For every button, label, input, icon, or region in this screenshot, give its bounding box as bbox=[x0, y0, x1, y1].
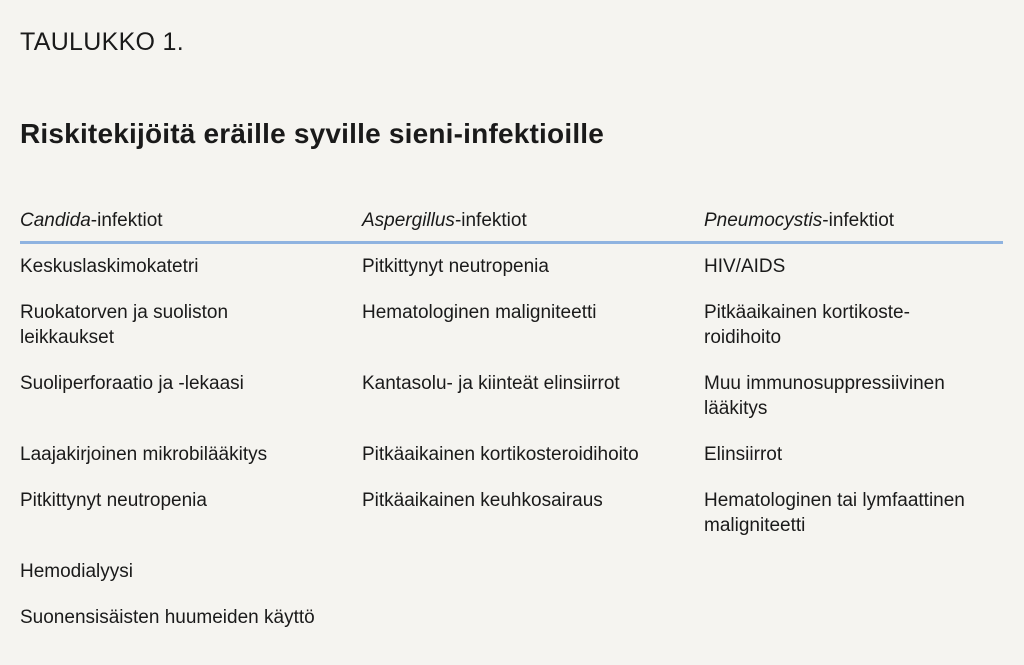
table-cell: Suoliperforaatio ja -lekaasi bbox=[20, 373, 244, 394]
column-pneumocystis bbox=[704, 254, 1004, 559]
table-cell: Pitkäaikainen kortikosteroidihoito bbox=[362, 444, 639, 465]
table-title: Riskitekijöitä eräille syville sieni-infektioille bbox=[20, 118, 605, 149]
column-candida bbox=[20, 254, 320, 651]
risk-factor-table bbox=[20, 208, 1003, 628]
table-cell: Pitkittynyt neutropenia bbox=[20, 490, 207, 511]
table-cell: Muu immunosuppressiivinen lääkitys bbox=[704, 373, 945, 419]
column-header-pneumocystis: Pneumocystis-infektiot bbox=[704, 210, 895, 231]
table-cell: Kantasolu- ja kiinteät elinsiirrot bbox=[362, 373, 620, 394]
table-header bbox=[20, 208, 1003, 244]
column-header-aspergillus: Aspergillus-infektiot bbox=[362, 210, 527, 231]
table-cell: Elinsiirrot bbox=[704, 444, 783, 465]
table-cell: Pitkäaikainen keuhkosairaus bbox=[362, 490, 603, 511]
table-cell: Hematologinen maligniteetti bbox=[362, 302, 597, 323]
table-cell: Pitkittynyt neutropenia bbox=[362, 256, 549, 277]
table-cell: Keskuslaskimokatetri bbox=[20, 256, 199, 277]
column-header-candida: Candida-infektiot bbox=[20, 210, 163, 231]
table-cell: Hemodialyysi bbox=[20, 561, 133, 582]
table-cell: Ruokatorven ja suoliston leikkaukset bbox=[20, 302, 229, 348]
table-cell: Laajakirjoinen mikrobilääkitys bbox=[20, 444, 268, 465]
table-cell: Pitkäaikainen kortikoste- roidihoito bbox=[704, 302, 910, 348]
table-label: TAULUKKO 1. bbox=[20, 28, 184, 56]
table-cell: HIV/AIDS bbox=[704, 256, 786, 277]
table-cell: Suonensisäisten huumeiden käyttö bbox=[20, 607, 315, 628]
column-aspergillus bbox=[362, 254, 662, 559]
table-cell: Hematologinen tai lymfaattinen maligniteetti bbox=[704, 490, 965, 536]
